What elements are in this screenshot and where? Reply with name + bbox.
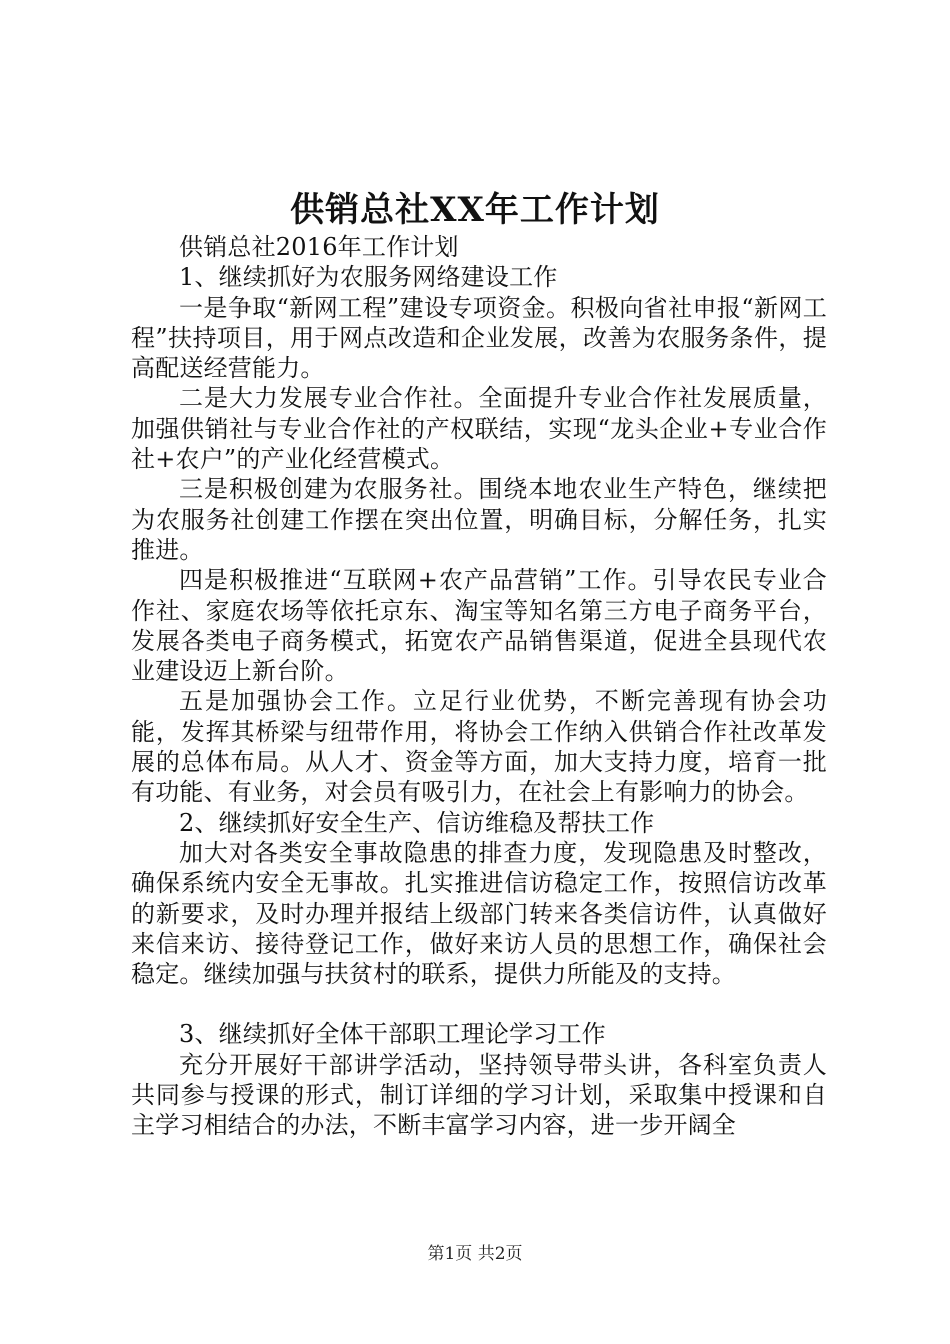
subtitle-paragraph: 供销总社2016年工作计划 [179,233,459,261]
section-heading-3: 3、继续抓好全体干部职工理论学习工作 [179,1020,606,1049]
section-heading-2: 2、继续抓好安全生产、信访维稳及帮扶工作 [179,808,655,837]
body-paragraph: 五是加强协会工作。立足行业优势，不断完善现有协会功能，发挥其桥梁与纽带作用，将协会工作纳入供销合作社改革发展的总体布局。从人才、资金等方面，加大支持力度，培育一批有功能、有业务，对会员有吸引力，在社会上有影响力的协会。 [131,687,827,807]
document-title: 供销总社XX年工作计划 [290,190,660,230]
body-paragraph: 加大对各类安全事故隐患的排查力度，发现隐患及时整改，确保系统内安全无事故。扎实推进信访稳定工作，按照信访改革的新要求，及时办理并报结上级部门转来各类信访件，认真做好来信来访、接待登记工作，做好来访人员的思想工作，确保社会稳定。继续加强与扶贫村的联系，提供力所能及的支持。 [131,838,827,989]
page-number-footer: 第1页 共2页 [427,1244,523,1264]
body-paragraph: 充分开展好干部讲学活动，坚持领导带头讲，各科室负责人共同参与授课的形式，制订详细的学习计划，采取集中授课和自主学习相结合的办法，不断丰富学习内容，进一步开阔全 [131,1050,827,1140]
body-paragraph: 四是积极推进“互联网+农产品营销”工作。引导农民专业合作社、家庭农场等依托京东、淘宝等知名第三方电子商务平台，发展各类电子商务模式，拓宽农产品销售渠道，促进全县现代农业建设迈上新台阶。 [131,566,827,686]
body-paragraph: 一是争取“新网工程”建设专项资金。积极向省社申报“新网工程”扶持项目，用于网点改造和企业发展，改善为农服务条件，提高配送经营能力。 [131,293,827,383]
body-paragraph: 三是积极创建为农服务社。围绕本地农业生产特色，继续把为农服务社创建工作摆在突出位置，明确目标，分解任务，扎实推进。 [131,475,827,564]
section-heading-1: 1、继续抓好为农服务网络建设工作 [179,263,558,292]
body-paragraph: 二是大力发展专业合作社。全面提升专业合作社发展质量，加强供销社与专业合作社的产权联结，实现“龙头企业+专业合作社+农户”的产业化经营模式。 [131,384,827,474]
document-body [131,232,827,1141]
